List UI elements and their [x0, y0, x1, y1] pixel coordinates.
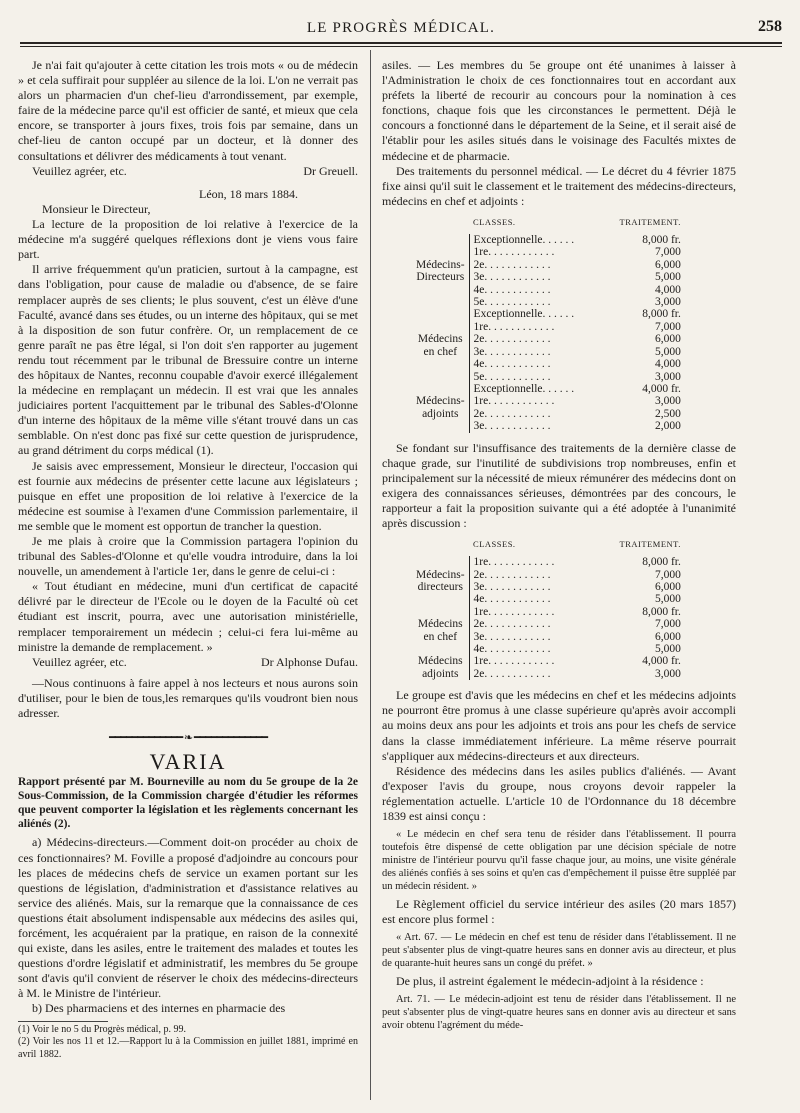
medecins-directeurs-paragraph: a) Médecins-directeurs.—Comment doit-on procéder au choix de ces fonctionnaires? M. Foville a proposé d'adjoindre au concours pour les places de médecins chefs de service un examen portant sur les questions de législation, d'administration et d'assistance relatives au service des aliénés. Mais, sur la remarque que la connaissance de ces questions était absolument indispensable aux médecins des asiles qui, forcément, les acquéraient par la pratique, en raison de la connexité qui existe, dans les asiles, entre le traitement des malades et toutes les questions d'ordre législatif et administratif, les membres du 5e groupe sont d'avis qu'il convient de réserver le choix des médecins-directeurs à M. le Ministre de l'intérieur. [18, 835, 358, 1001]
letter-two-signature: Dr Alphonse Dufau. [261, 654, 358, 669]
letter-one-closing: Veuillez agréer, etc. [32, 163, 127, 178]
salary-cell: 3,000 [654, 370, 681, 383]
salary-cell: 2,000 [654, 420, 681, 433]
left-column [18, 58, 358, 1061]
class-cell: 2e. . . . . . . . . . . . [469, 668, 616, 680]
salary-cell: 7,000 [654, 568, 681, 581]
journal-title: LE PROGRÈS MÉDICAL. [306, 20, 496, 36]
promotion-paragraph: Le groupe est d'avis que les médecins en chef et les médecins adjoints ne pourront être promus à une classe supérieure qu'après avoir accompli au moins deux ans pour les adjoints et trois ans pour les chefs de service dans la classe immédiatement inférieure. La même réserve pourrait s'appliquer aux médecins-directeurs et aux directeurs. [382, 688, 736, 763]
class-cell: 4e. . . . . . . . . . . . [469, 593, 616, 605]
class-cell: 5e. . . . . . . . . . . . [469, 296, 616, 308]
salary-cell: 6,000 [654, 333, 681, 346]
salary-cell: 3,000 [654, 667, 681, 680]
article-71-quote: Art. 71. — Le médecin-adjoint est tenu de résider dans l'établissement. Il ne peut s'absenter plus de vingt-quatre heures sans en donner avis au directeur et sans avoir obtenu l'agrément du méde- [382, 994, 736, 1032]
article-67-quote: « Art. 67. — Le médecin en chef est tenu de résider dans l'établissement. Il ne peut s'absenter plus de vingt-quatre heures sans en donner avis au directeur, et plus de quarante-huit heures sans un congé du préfet. » [382, 932, 736, 970]
salary-cell: 7,000 [654, 320, 681, 333]
rapport-title: Rapport présenté par M. Bourneville au nom du 5e groupe de la 2e Sous-Commission, de la Commission chargée d'étudier les réformes que peuvent comporter la législation et les règlements concernant les aliénés (2). [18, 776, 358, 831]
class-cell: 3e. . . . . . . . . . . . [469, 581, 616, 593]
footnote-2: (2) Voir les nos 11 et 12.—Rapport lu à la Commission en juillet 1881, imprimé en avril 1882. [18, 1036, 358, 1060]
class-cell: 3e. . . . . . . . . . . . [469, 271, 616, 283]
class-cell: 3e. . . . . . . . . . . . [469, 631, 616, 643]
salary-cell: 4,000 fr. [642, 655, 681, 668]
salary-table-1875 [412, 213, 685, 433]
class-cell: 2e. . . . . . . . . . . . [469, 408, 616, 420]
salary-row [412, 556, 685, 568]
salary-cell: 3,000 [654, 296, 681, 309]
letter-two-intro: La lecture de la proposition de loi relative à l'exercice de la médecine m'a suggéré quelques réflexions dont je viens vous faire part. [18, 217, 358, 262]
class-cell: 1re. . . . . . . . . . . . [469, 395, 616, 407]
salary-cell: 8,000 fr. [642, 556, 681, 569]
salary-row [412, 606, 685, 618]
class-cell: 4e. . . . . . . . . . . . [469, 284, 616, 296]
class-cell: 2e. . . . . . . . . . . . [469, 569, 616, 581]
letter-two-case: Il arrive fréquemment qu'un praticien, surtout à la campagne, est dans l'obligation, pour cause de maladie ou d'absence, de se faire remplacer auprès de ses clients; le plus souvent, c'est un élève d'une Faculté, avancé dans ses études, ou un interne des hôpitaux, qui se met à la disposition de son futur confrère. Or, un remplacement de ce genre paraît ne pas être légal, si l'on doit s'en rapporter au jugement rendu tout récemment par le tribunal de Bressuire contre un interne des hôpitaux de Nantes, reconnu coupable d'avoir exercé illégalement la médecine en remplaçant un médecin. Il est vrai que les annales judiciaires portent l'acquittement par le tribunal des Sables-d'Olonne d'un interne des hôpitaux de la même ville s'étant trouvé dans un cas semblable. On n'est donc pas fixé sur cette question de jurisprudence, au grand détriment du corps médical (1). [18, 262, 358, 458]
class-cell: 1re. . . . . . . . . . . . [469, 655, 616, 667]
footnote-1: (1) Voir le no 5 du Progrès médical, p. 99. [18, 1023, 186, 1035]
class-cell: 3e. . . . . . . . . . . . [469, 420, 616, 432]
varia-heading: VARIA [149, 749, 227, 775]
class-cell: 4e. . . . . . . . . . . . [469, 358, 616, 370]
page-number: 258 [758, 18, 782, 35]
grade-label: Médecins- directeurs [416, 568, 465, 593]
salary-cell: 2,500 [654, 407, 681, 420]
salary-cell: 4,000 fr. [642, 382, 681, 395]
asiles-paragraph: asiles. — Les membres du 5e groupe ont été unanimes à laisser à l'Administration le choix de ces fonctionnaires tout en accordant aux préfets la liberté de recourir au concours pour la nomination à ces fonctions, chaque fois que les circonstances le permettent. Déjà le concours a fonctionné dans le département de la Seine, et il serait aisé de l'établir pour les asiles situés dans le voisinage des Facultés mixtes de médecine et de pharmacie. [382, 58, 736, 163]
grade-label: Médecins- Directeurs [416, 258, 465, 284]
class-cell: Exceptionnelle. . . . . . [469, 234, 616, 246]
section-ornament: ━━━━━━━━━━━━━ ❧ ━━━━━━━━━━━━━ [109, 732, 267, 745]
class-cell: 2e. . . . . . . . . . . . [469, 259, 616, 271]
grade-label: Médecins en chef [417, 333, 463, 358]
salary-row [412, 308, 685, 320]
salary-cell: 6,000 [654, 630, 681, 643]
letter-one-body: Je n'ai fait qu'ajouter à cette citation les trois mots « ou de médecin » et cela suffirait pour suppléer au silence de la loi. L'on ne verrait pas alors un pharmacien d'un chef-lieu d'arrondissement, par exemple, faire de la médecine parce qu'il est officier de santé, et mieux que cela encore, se transporter à jours fixes, trois fois par semaine, dans un chef-lieu de canton occupé par un docteur, et là donner des consultations et délivrer des médicaments à tout venant. [18, 58, 358, 163]
salary-row [412, 655, 685, 667]
salary-cell: 8,000 fr. [642, 605, 681, 618]
salary-cell: 5,000 [654, 593, 681, 606]
right-column [382, 58, 736, 1032]
insuffisance-paragraph: Se fondant sur l'insuffisance des traitements de la dernière classe de chaque grade, sur l'inutilité de subdivisions trop nombreuses, enfin et principalement sur la nécessité de mieux rémunérer des médecins dont on exigera des connaissances sérieuses, démontrées par des concours, le rapporteur a fait la proposition suivante qui a été adoptée à l'unanimité après discussion : [382, 440, 736, 530]
class-cell: 1re. . . . . . . . . . . . [469, 606, 616, 618]
header-rule-thin [20, 46, 782, 47]
salary-cell: 5,000 [654, 643, 681, 656]
class-cell: 5e. . . . . . . . . . . . [469, 371, 616, 383]
classes-header: CLASSES. [473, 216, 516, 227]
class-cell: 3e. . . . . . . . . . . . [469, 346, 616, 358]
class-cell: Exceptionnelle. . . . . . [469, 308, 616, 320]
salary-cell: 4,000 [654, 283, 681, 296]
class-cell: 2e. . . . . . . . . . . . [469, 333, 616, 345]
class-cell: 4e. . . . . . . . . . . . [469, 643, 616, 655]
letter-one-signature: Dr Greuell. [303, 163, 358, 178]
class-cell: Exceptionnelle. . . . . . [469, 383, 616, 395]
salary-cell: 3,000 [654, 395, 681, 408]
salary-cell: 7,000 [654, 618, 681, 631]
dateline: Léon, 18 mars 1884. [199, 186, 298, 201]
salary-cell: 4,000 [654, 358, 681, 371]
letter-two-closing: Veuillez agréer, etc. [32, 654, 127, 669]
reglement-paragraph: Le Règlement officiel du service intérieur des asiles (20 mars 1857) est encore plus formel : [382, 897, 736, 927]
salary-cell: 8,000 fr. [642, 308, 681, 321]
amendment-quote: « Tout étudiant en médecine, muni d'un certificat de capacité délivré par le directeur de l'Ecole ou le doyen de la Faculté où cet étudiant est inscrit, pourra, avec une autorisation ministérielle, remplacer temporairement un médecin ; celui-ci fera lui-même au ministre la demande de remplacement. » [18, 579, 358, 654]
salary-cell: 6,000 [654, 258, 681, 271]
salary-cell: 5,000 [654, 271, 681, 284]
grade-label: Médecins- adjoints [416, 395, 465, 420]
grade-label: Médecins adjoints [417, 655, 463, 680]
classes-header: CLASSES. [473, 539, 516, 550]
pharmaciens-heading: b) Des pharmaciens et des internes en pharmacie des [32, 1001, 286, 1016]
salary-row [412, 383, 685, 395]
salary-cell: 8,000 fr. [642, 234, 681, 247]
salary-table-proposal [412, 535, 685, 680]
editor-note: —Nous continuons à faire appel à nos lecteurs et nous aurons soin d'utiliser, pour le bien de tous,les remarques qu'ils voudront bien nous adresser. [18, 675, 358, 721]
letter-two-proposal: Je saisis avec empressement, Monsieur le directeur, l'occasion qui est fournie aux médecins de présenter cette lacune aux législateurs ; puisque en effet une proposition de loi relative à l'exercice de la médecine est soumise à l'examen d'une Commission parlementaire, il me semble que le moment est opportun de trancher la question. [18, 458, 358, 533]
column-separator [370, 50, 371, 1100]
salary-cell: 5,000 [654, 345, 681, 358]
running-header [20, 18, 782, 40]
footnote-rule [18, 1021, 108, 1022]
class-cell: 1re. . . . . . . . . . . . [469, 246, 616, 258]
salutation: Monsieur le Directeur, [42, 201, 151, 216]
residence-adjoint-paragraph: De plus, il astreint également le médecin-adjoint à la résidence : [396, 974, 704, 989]
traitements-paragraph: Des traitements du personnel médical. — Le décret du 4 février 1875 fixe ainsi qu'il suit le classement et le traitement des médecins-directeurs, médecins en chef et adjoints : [382, 163, 736, 208]
class-cell: 2e. . . . . . . . . . . . [469, 618, 616, 630]
letter-two-amendment: Je me plais à croire que la Commission partagera l'opinion du tribunal des Sables-d'Olonne et qu'elle voudra introduire, dans la loi nouvelle, un amendement à l'article 1er, dans le genre de celui-ci : [18, 534, 358, 579]
salary-cell: 7,000 [654, 246, 681, 259]
salary-cell: 6,000 [654, 581, 681, 593]
ordonnance-quote: « Le médecin en chef sera tenu de résider dans l'établissement. Il pourra toutefois être dispensé de cette obligation par une décision spéciale de notre ministre de l'intérieur pourvu qu'il fasse chaque jour, au moins, une visite générale des aliénés confiés à ses soins et qu'en cas d'empêchement il puisse être suppléé par un médecin résident. » [382, 829, 736, 893]
residence-paragraph: Résidence des médecins dans les asiles publics d'aliénés. — Avant d'exposer l'avis du groupe, nous croyons devoir rappeler la réglementation actuelle. L'article 10 de l'Ordonnance du 18 décembre 1839 est ainsi conçu : [382, 763, 736, 823]
traitement-header: TRAITEMENT. [619, 216, 681, 227]
grade-label: Médecins en chef [417, 618, 463, 643]
salary-row [412, 234, 685, 246]
traitement-header: TRAITEMENT. [619, 539, 681, 550]
header-rule [20, 42, 782, 44]
class-cell: 1re. . . . . . . . . . . . [469, 556, 616, 568]
class-cell: 1re. . . . . . . . . . . . [469, 321, 616, 333]
